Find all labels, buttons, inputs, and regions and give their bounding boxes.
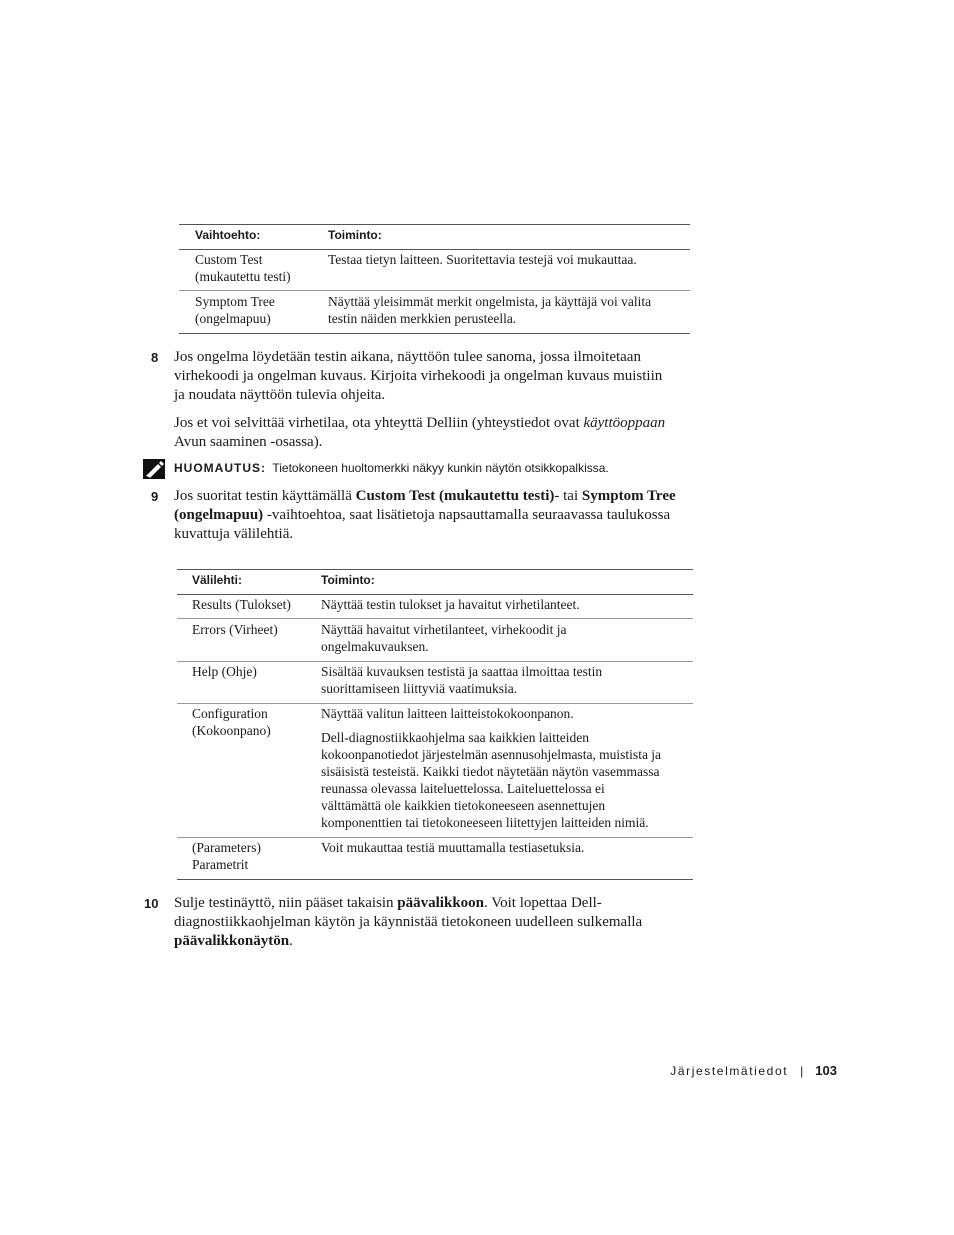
table2-row-action: Voit mukauttaa testiä muuttamalla testiasetuksia. xyxy=(321,840,585,855)
footer-section-title: Järjestelmätiedot xyxy=(670,1064,789,1078)
page-number: 103 xyxy=(815,1063,837,1078)
step-number: 10 xyxy=(144,896,159,911)
table1-row-option: Symptom Tree (ongelmapuu) xyxy=(195,294,275,326)
table2-top-rule xyxy=(177,569,693,570)
note-pencil-icon xyxy=(143,459,165,479)
table1-header-rule xyxy=(179,249,690,250)
table2-row-divider xyxy=(177,837,693,838)
table1-header-option: Vaihtoehto: xyxy=(195,228,261,242)
step-number: 8 xyxy=(151,350,159,365)
footer-separator: | xyxy=(800,1064,804,1078)
table1-row-action: Näyttää yleisimmät merkit ongelmista, ja käyttäjä voi valita testin näiden merkkien perusteella. xyxy=(328,294,652,326)
note-text: Tietokoneen huoltomerkki näkyy kunkin näytön otsikkopalkissa. xyxy=(272,461,609,475)
table2-row-tab: Results (Tulokset) xyxy=(192,597,291,612)
table2-row-tab: Configuration (Kokoonpano) xyxy=(192,706,271,738)
note-label: HUOMAUTUS: xyxy=(174,461,266,475)
table1-top-rule xyxy=(179,224,690,225)
table2-row-action: Näyttää valitun laitteen laitteistokokoonpanon. Dell-diagnostiikkaohjelma saa kaikkien laitteiden kokoonpanotiedot järjestelmän asennusohjelmasta, muistista ja sisäisistä testeistä. Kaikki tiedot näytetään näytön vasemmassa reunassa olevassa laiteluettelossa. Laiteluettelossa ei välttämättä ole kaikkien tietokoneeseen asennettujen komponenttien tai tietokoneeseen liitettyjen laitteiden nimiä. xyxy=(321,706,662,830)
table2-header-action: Toiminto: xyxy=(321,573,375,587)
step-number: 9 xyxy=(151,489,159,504)
table2-row-action: Sisältää kuvauksen testistä ja saattaa ilmoittaa testin suorittamiseen liittyviä vaatimuksia. xyxy=(321,664,603,696)
table2-row-divider xyxy=(177,703,693,704)
step9-paragraph: Jos suoritat testin käyttämällä Custom Test (mukautettu testi)- tai Symptom Tree (ongelmapuu) -vaihtoehtoa, saat lisätietoja napsauttamalla seuraavassa taulukossa kuvattuja välilehtiä. xyxy=(174,488,676,542)
table2-row-tab: Help (Ohje) xyxy=(192,664,257,679)
table2-row-divider xyxy=(177,661,693,662)
step10-paragraph: Sulje testinäyttö, niin pääset takaisin päävalikkoon. Voit lopettaa Dell- diagnostiikkaohjelman käytön ja käynnistää tietokoneen uudelleen sulkemalla päävalikkonäytön. xyxy=(174,895,643,949)
table1-header-action: Toiminto: xyxy=(328,228,382,242)
step8-paragraph: Jos ongelma löydetään testin aikana, näyttöön tulee sanoma, jossa ilmoitetaan virhekoodi ja ongelman kuvaus. Kirjoita virhekoodi ja ongelman kuvaus muistiin ja noudata näyttöön tulevia ohjeita. xyxy=(174,349,663,403)
note xyxy=(174,461,609,475)
table2-row-tab: Errors (Virheet) xyxy=(192,622,278,637)
table2-bottom-rule xyxy=(177,879,693,880)
table1-row-divider xyxy=(179,290,690,291)
table1-row-action: Testaa tietyn laitteen. Suoritettavia testejä voi mukauttaa. xyxy=(328,252,637,267)
table1-row-option: Custom Test (mukautettu testi) xyxy=(195,252,291,284)
page-footer xyxy=(670,1063,837,1078)
table1-bottom-rule xyxy=(179,333,690,334)
table2-row-action: Näyttää testin tulokset ja havaitut virhetilanteet. xyxy=(321,597,580,612)
table2-header-rule xyxy=(177,594,693,595)
table2-row-divider xyxy=(177,618,693,619)
step8-contact-paragraph: Jos et voi selvittää virhetilaa, ota yhteyttä Delliin (yhteystiedot ovat käyttöoppaan Avun saaminen -osassa). xyxy=(174,415,666,450)
table2-row-tab: (Parameters) Parametrit xyxy=(192,840,261,872)
table2-row-action: Näyttää havaitut virhetilanteet, virhekoodit ja ongelmakuvauksen. xyxy=(321,622,567,654)
table2-header-tab: Välilehti: xyxy=(192,573,243,587)
